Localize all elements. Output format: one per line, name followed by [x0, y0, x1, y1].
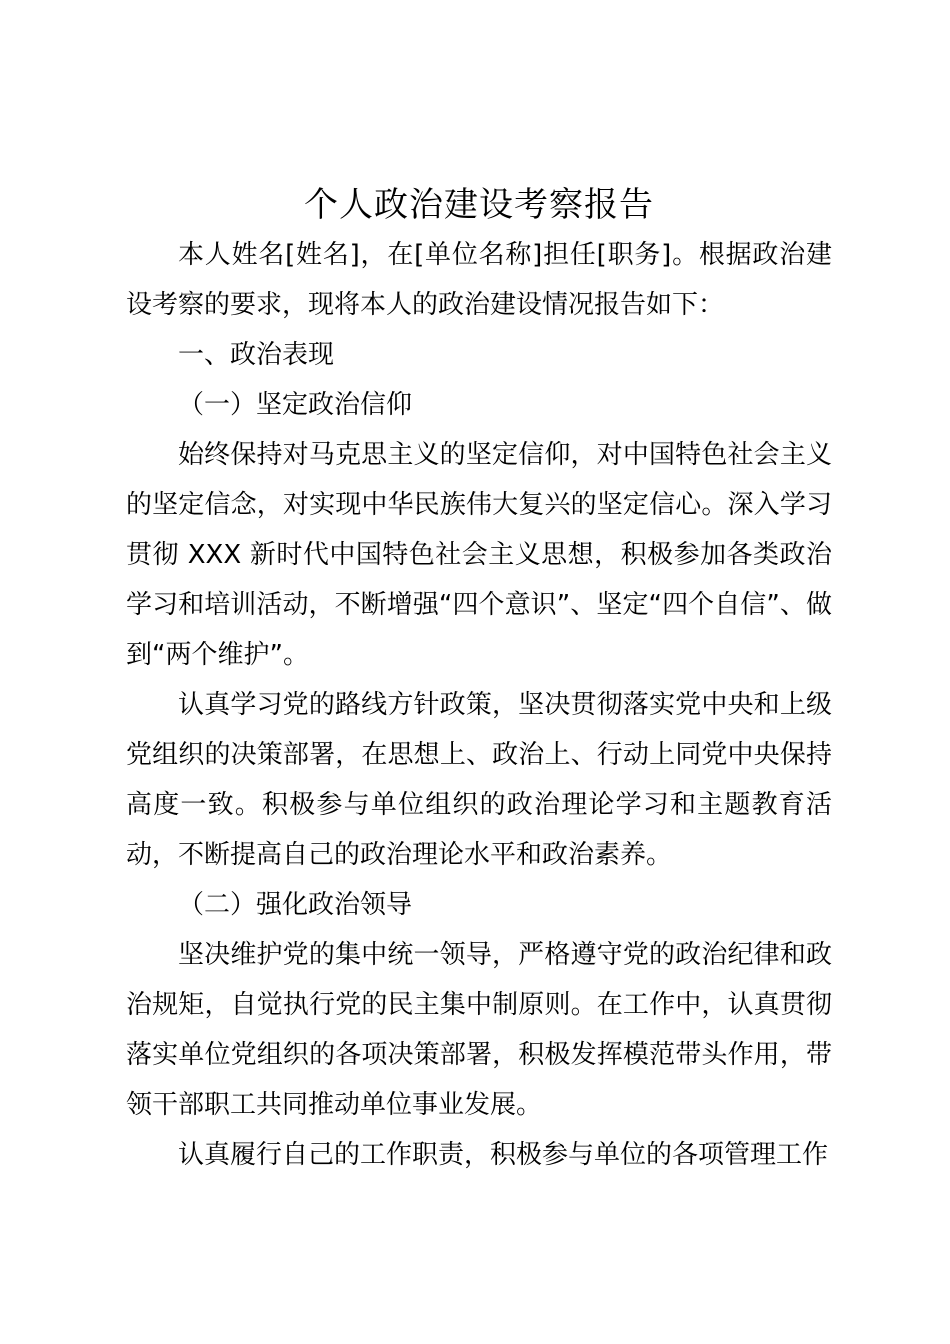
paragraph-leadership-2: 认真履行自己的工作职责，积极参与单位的各项管理工作 — [178, 1140, 829, 1170]
section-heading-political-performance: 一、政治表现 — [178, 340, 335, 370]
paragraph-belief-2: 认真学习党的路线方针政策，坚决贯彻落实党中央和上级党组织的决策部署，在思想上、政治上、行动上同党中央保持高度一致。积极参与单位组织的政治理论学习和主题教育活动，不断提高自己的政治理论水平和政治素养。 — [126, 690, 832, 870]
paragraph-leadership-1: 坚决维护党的集中统一领导，严格遵守党的政治纪律和政治规矩，自觉执行党的民主集中制原则。在工作中，认真贯彻落实单位党组织的各项决策部署，积极发挥模范带头作用，带领干部职工共同推动单位事业发展。 — [126, 940, 832, 1120]
document-title: 个人政治建设考察报告 — [304, 185, 654, 225]
paragraph-belief-1: 始终保持对马克思主义的坚定信仰，对中国特色社会主义的坚定信念，对实现中华民族伟大复兴的坚定信心。深入学习贯彻 XXX 新时代中国特色社会主义思想，积极参加各类政治学习和培训活动，不断增强“四个意识”、坚定“四个自信”、做到“两个维护”。 — [126, 440, 832, 670]
intro-paragraph: 本人姓名[姓名]，在[单位名称]担任[职务]。根据政治建设考察的要求，现将本人的政治建设情况报告如下： — [126, 240, 832, 320]
subsection-heading-political-leadership: （二）强化政治领导 — [178, 890, 413, 920]
subsection-heading-political-belief: （一）坚定政治信仰 — [178, 390, 413, 420]
document-body — [126, 180, 832, 1180]
